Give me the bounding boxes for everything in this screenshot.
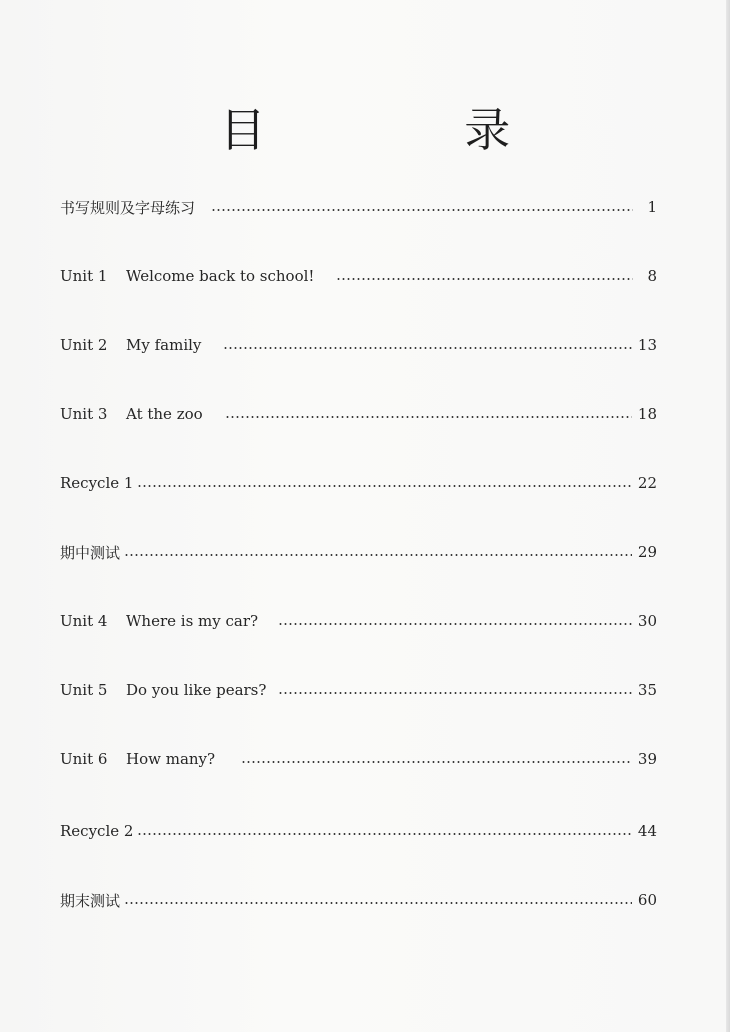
toc-entry[interactable] <box>60 397 657 431</box>
toc-unit-name: At the zoo <box>126 405 203 423</box>
dot-leader <box>137 833 631 835</box>
toc-unit-number: Unit 4 <box>60 612 108 630</box>
dot-leader <box>124 554 632 556</box>
dot-leader <box>278 692 631 694</box>
toc-unit-number: Unit 6 <box>60 750 108 768</box>
dot-leader <box>336 278 633 280</box>
toc-unit-name: How many? <box>126 750 216 768</box>
toc-page-number: 39 <box>637 750 657 768</box>
toc-unit-name: My family <box>126 336 202 354</box>
toc-page-number: 44 <box>637 822 657 840</box>
dot-leader <box>124 902 632 904</box>
dot-leader <box>278 623 632 625</box>
toc-page-number: 22 <box>637 474 657 492</box>
toc-page-number: 29 <box>637 543 657 561</box>
toc-unit-name: Where is my car? <box>126 612 259 630</box>
toc-entry-label: Recycle 2 <box>60 822 134 840</box>
page-title: 目 录 <box>219 103 603 157</box>
toc-entry[interactable] <box>60 259 657 293</box>
toc-unit-name: Do you like pears? <box>126 681 267 699</box>
toc-entry[interactable] <box>60 535 657 569</box>
toc-entry[interactable] <box>60 742 657 776</box>
toc-entry[interactable] <box>60 883 657 917</box>
toc-page-number: 18 <box>637 405 657 423</box>
toc-entry[interactable] <box>60 328 657 362</box>
toc-unit-name: Welcome back to school! <box>126 267 315 285</box>
dot-leader <box>211 209 633 211</box>
toc-entry[interactable] <box>60 673 657 707</box>
toc-page-number: 35 <box>637 681 657 699</box>
toc-entry[interactable] <box>60 190 657 224</box>
toc-page-number: 8 <box>647 267 657 285</box>
toc-page-number: 60 <box>637 891 657 909</box>
toc-entry[interactable] <box>60 466 657 500</box>
toc-unit-number: Unit 5 <box>60 681 108 699</box>
toc-entry-label: 期中测试 <box>60 543 121 562</box>
toc-entry-label: 期末测试 <box>60 891 121 910</box>
dot-leader <box>137 485 631 487</box>
toc-entry-label: Recycle 1 <box>60 474 134 492</box>
toc-unit-number: Unit 3 <box>60 405 108 423</box>
toc-entry[interactable] <box>60 814 657 848</box>
dot-leader <box>241 761 632 763</box>
dot-leader <box>225 416 632 418</box>
toc-entry[interactable] <box>60 604 657 638</box>
toc-entry-label: 书写规则及字母练习 <box>60 198 196 217</box>
dot-leader <box>223 347 632 349</box>
toc-page-number: 1 <box>647 198 657 216</box>
toc-unit-number: Unit 1 <box>60 267 108 285</box>
page-edge-shadow <box>726 0 730 1032</box>
toc-page-number: 30 <box>637 612 657 630</box>
toc-page-number: 13 <box>637 336 657 354</box>
toc-unit-number: Unit 2 <box>60 336 108 354</box>
